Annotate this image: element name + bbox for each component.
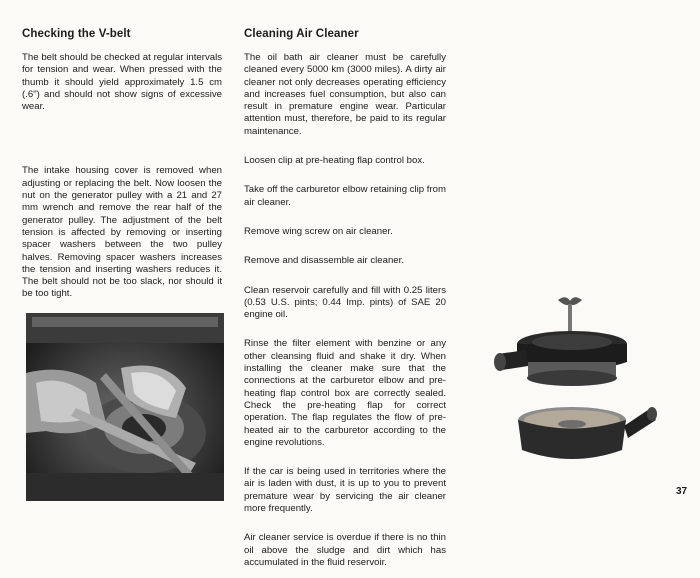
air-cleaner-paragraph: Loosen clip at pre-heating flap control box. <box>244 155 425 167</box>
vbelt-adjustment-photo <box>26 313 224 501</box>
air-cleaner-paragraph: If the car is being used in territories where the air is laden with dust, it is up to you to prevent premature wear by servicing the air cleaner more frequently. <box>244 466 446 515</box>
intake-paragraph: The intake housing cover is removed when adjusting or replacing the belt. Now loosen the nut on the generator pulley with a 21 and 27 mm wrench and remove the rear half of the generator pulley. The adjustment of the belt tension is affected by removing or inserting spacer washers between the two pulley halves. Removing spacer washers increases the tension and inserting washers reduces it. The belt should not be too slack, nor should it be too tight. <box>22 165 222 300</box>
vbelt-heading: Checking the V-belt <box>22 28 131 40</box>
air-cleaner-paragraph: The oil bath air cleaner must be carefully cleaned every 5000 km (3000 miles). A dirty air cleaner not only decreases operating efficiency and increases fuel consumption, but also can result in premature engine wear. Particular attention must, therefore, be paid to its regular maintenance. <box>244 52 446 137</box>
air-cleaner-paragraph: Remove wing screw on air cleaner. <box>244 225 393 237</box>
air-cleaner-paragraph: Rinse the filter element with benzine or any other cleansing fluid and shake it dry. When installing the cleaner make sure that the connections at the carburetor elbow and pre-heating flap control box are correctly sealed. Check the pre-heating flap for correct operation. The flap regulates the flow of pre-heated air to the carburetor according to the engine revolutions. <box>244 338 446 448</box>
air-cleaner-heading: Cleaning Air Cleaner <box>244 28 359 40</box>
air-cleaner-paragraph: Take off the carburetor elbow retaining clip from air cleaner. <box>244 184 446 208</box>
page-number: 37 <box>676 486 688 497</box>
air-cleaner-section <box>244 28 446 578</box>
vbelt-section <box>22 28 222 301</box>
vbelt-paragraph: The belt should be checked at regular intervals for tension and wear. When pressed with the thumb it should yield approximately 1.5 cm (.6") and should not show signs of excessive wear. <box>22 52 222 113</box>
air-cleaner-paragraph: Remove and disassemble air cleaner. <box>244 255 404 267</box>
air-cleaner-paragraph: Air cleaner service is overdue if there is no thin oil above the sludge and dirt which has accumulated in the fluid reservoir. <box>244 532 446 568</box>
air-cleaner-paragraph: Clean reservoir carefully and fill with 0.25 liters (0.53 U.S. pints; 0.44 Imp. pints) of SAE 20 engine oil. <box>244 284 446 321</box>
air-cleaner-illustration <box>488 292 663 482</box>
